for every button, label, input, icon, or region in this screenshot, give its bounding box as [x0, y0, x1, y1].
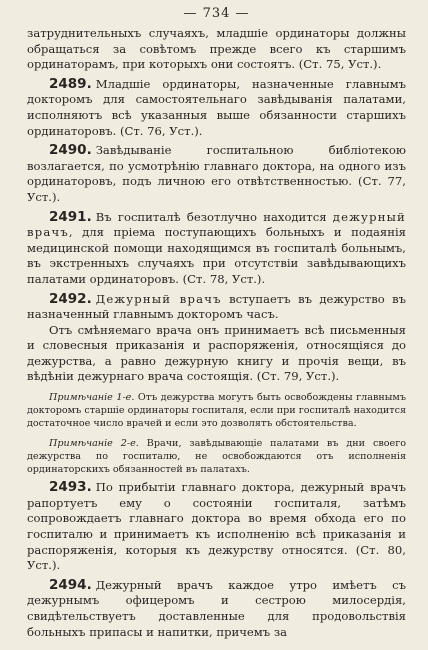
article-number: 2493. [49, 479, 92, 496]
article-text-spaced: дежурный врачъ [27, 209, 406, 240]
article-2489 [27, 77, 406, 139]
article-number: 2490. [49, 142, 92, 159]
article-text: Завѣдываніе госпитальною библіотекою возлагается, по усмотрѣнію главнаго доктора, на одного изъ ординаторовъ, подъ личною его отвѣтственностью. (Ст. 77, Уст.). [27, 143, 406, 204]
article-number: 2492. [49, 290, 92, 307]
article-2490 [27, 143, 406, 205]
article-number: 2491. [49, 208, 92, 225]
note-label: Примѣчаніе 1-е. [49, 392, 135, 404]
article-number: 2494. [49, 576, 92, 593]
article-number: 2489. [49, 75, 92, 92]
article-2491 [27, 210, 406, 288]
note-1 [27, 391, 406, 431]
intro-paragraph: затруднительныхъ случаяхъ, младшіе ординаторы должны обращаться за совѣтомъ прежде всего къ старшимъ ординаторамъ, при которыхъ они состоятъ. (Ст. 75, Уст.). [27, 26, 406, 72]
article-text-b: вступаетъ въ дежурство въ назначенный главнымъ докторомъ часъ. [27, 291, 407, 322]
note-2 [27, 437, 406, 477]
article-text: Младшіе ординаторы, назначенные главнымъ докторомъ для самостоятельнаго завѣдыванія палатами, исполняютъ всѣ указанныя выше обязанности старшихъ ординаторовъ. (Ст. 76, Уст.). [27, 76, 406, 138]
article-2492 [27, 292, 406, 323]
article-text-a: Въ госпиталѣ безотлучно находится [95, 209, 333, 224]
note-text: Отъ дежурства могутъ быть освобождены главнымъ докторомъ старшіе ординаторы госпиталя, если при госпиталѣ находится достаточное число врачей и если это дозволятъ обстоятельства. [27, 392, 406, 430]
article-2492-paragraph-2: Отъ смѣняемаго врача онъ принимаетъ всѣ письменныя и словесныя приказанія и распоряженія, относящіяся до дежурства, а равно дежурную книгу и прочія вещи, въ вѣдѣніи дежурнаго врача состоящія. (Ст. 79, Уст.). [27, 322, 406, 384]
article-text-b: , для пріема поступающихъ больныхъ и подаянія медицинской помощи находящимся въ госпиталѣ больнымъ, въ экстренныхъ случаяхъ при отсутствіи завѣдывающихъ палатами ординаторовъ. (Ст. 78, Уст.). [27, 225, 406, 286]
article-text-spaced: Дежурный врачъ [95, 291, 222, 306]
article-text: По прибытіи главнаго доктора, дежурный врачъ рапортуетъ ему о состояніи госпиталя, затѣмъ сопровождаетъ главнаго доктора во время обхода его по госпиталю и принимаетъ къ исполненію всѣ приказанія и распоряженія, которыя къ дежурству относятся. (Ст. 80, Уст.). [27, 480, 406, 573]
article-text: Дежурный врачъ каждое утро имѣетъ съ дежурнымъ офицеромъ и сестрою милосердія, свидѣтельствуетъ доставленные для продовольствія больныхъ припасы и напитки, причемъ за [27, 577, 406, 639]
page-number: — 734 — [183, 6, 250, 21]
note-text: Врачи, завѣдывающіе палатами въ дни своего дежурства по госпиталю, не освобождаются отъ исполненія ординаторскихъ обязанностей въ палатахъ. [27, 437, 407, 476]
note-label: Примѣчаніе 2-е. [49, 437, 139, 449]
article-2494 [27, 578, 406, 640]
article-2493 [27, 480, 406, 574]
